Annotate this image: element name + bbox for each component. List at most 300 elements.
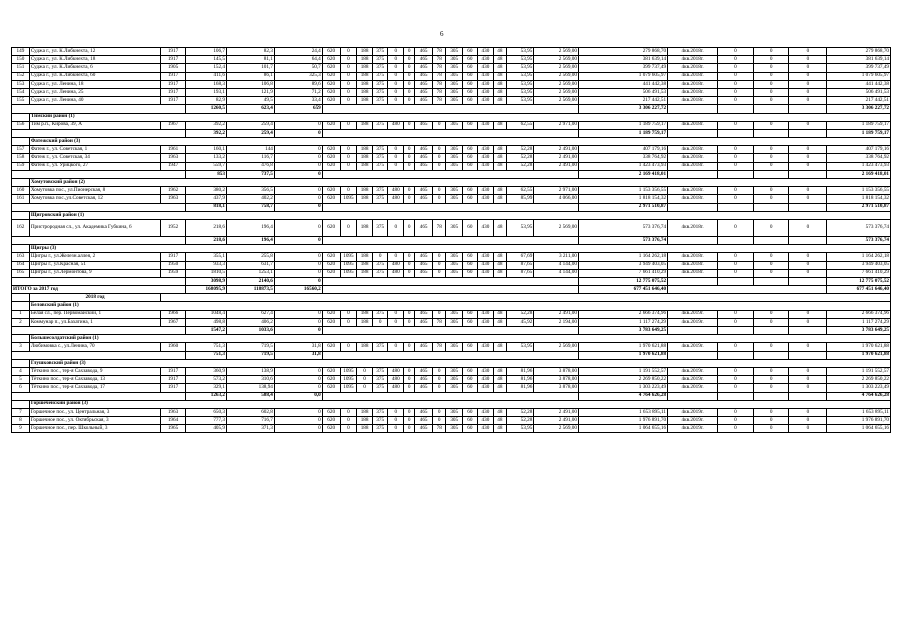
table-cell: 67,69 — [506, 253, 534, 261]
table-cell: 60 — [463, 195, 477, 203]
table-cell: 53,95 — [506, 425, 534, 433]
table-row — [12, 170, 891, 178]
table-cell: 0 — [388, 64, 404, 72]
table-cell: 4кв.2018г. — [668, 146, 718, 154]
table-cell: 620 — [322, 72, 340, 80]
total-cost-cell: 3 783 649,25 — [827, 327, 891, 335]
table-cell: 0 — [789, 417, 827, 425]
table-cell: 325,3 — [274, 72, 322, 80]
total-area-cell: 1547,2 — [185, 327, 226, 335]
table-cell: 2 269 850,22 — [578, 376, 667, 384]
table-cell: 465 — [415, 367, 433, 375]
table-cell: 4кв.2019г. — [668, 408, 718, 416]
table-cell: 0 — [340, 219, 357, 236]
table-cell: 106,7 — [185, 48, 226, 56]
total-cost-cell: 2 169 418,01 — [578, 170, 667, 178]
table-cell: 5 — [12, 376, 30, 384]
table-cell: 0 — [372, 253, 388, 261]
table-row — [12, 97, 891, 105]
table-cell: 217 442,51 — [578, 97, 667, 105]
table-cell: 0 — [340, 56, 357, 64]
table-cell — [753, 351, 789, 359]
table-cell: 48 — [494, 195, 506, 203]
table-cell: 465 — [415, 48, 433, 56]
table-cell: 480 — [388, 187, 404, 195]
table-cell: 375 — [372, 376, 388, 384]
table-cell — [322, 129, 578, 137]
address-cell: Горшечное пос., ул. Октябрьская, 3 — [29, 417, 160, 425]
table-cell — [789, 105, 827, 113]
table-cell: 371,3 — [226, 425, 274, 433]
total-nonliving-cell: 0 — [274, 236, 322, 244]
table-cell: 0 — [753, 64, 789, 72]
table-cell: 465 — [415, 219, 433, 236]
table-cell: 1961 — [161, 146, 186, 154]
address-cell: Тёткино пос., тер-я Сахзавода, 9 — [29, 367, 160, 375]
table-cell: 620 — [322, 64, 340, 72]
table-cell: 305 — [446, 88, 463, 96]
table-cell: 53,95 — [506, 97, 534, 105]
table-cell: 60 — [463, 269, 477, 277]
table-cell: 87,65 — [506, 261, 534, 269]
table-cell: 1 189 759,17 — [827, 121, 891, 129]
total-cost-cell: 12 775 075,52 — [578, 277, 667, 285]
table-cell: 159 — [12, 162, 30, 170]
table-cell: 1 818 154,32 — [827, 195, 891, 203]
table-cell: 48 — [494, 64, 506, 72]
table-cell: 305 — [446, 425, 463, 433]
table-cell: 0 — [718, 261, 754, 269]
table-cell: 60 — [463, 343, 477, 351]
table-cell: 0 — [274, 425, 322, 433]
table-cell: 188 — [357, 253, 373, 261]
table-cell: 0 — [340, 162, 357, 170]
table-cell: 0 — [404, 64, 415, 72]
table-cell: 430 — [477, 48, 494, 56]
table-row — [12, 113, 891, 121]
table-cell: 0 — [404, 408, 415, 416]
table-cell: 392,2 — [185, 121, 226, 129]
table-row — [12, 219, 891, 236]
table-cell: 86,1 — [226, 72, 274, 80]
table-cell: 121,9 — [226, 88, 274, 96]
table-cell: 1964 — [161, 417, 186, 425]
table-cell: 0 — [433, 261, 446, 269]
table-cell: 465 — [415, 146, 433, 154]
total-nonliving-cell: 0 — [274, 129, 322, 137]
table-row — [12, 129, 891, 137]
table-cell: 0 — [753, 376, 789, 384]
table-cell: 0 — [753, 187, 789, 195]
table-row — [12, 367, 891, 375]
table-cell: 407 179,16 — [827, 146, 891, 154]
table-cell: 53,95 — [506, 88, 534, 96]
table-cell: 78 — [433, 80, 446, 88]
table-cell: 0 — [340, 154, 357, 162]
table-cell: 620 — [322, 219, 340, 236]
table-cell: 465 — [415, 154, 433, 162]
table-cell: 1966 — [161, 310, 186, 318]
table-cell: 0 — [718, 318, 754, 326]
table-cell: 4кв.2018г. — [668, 187, 718, 195]
table-cell: 602,8 — [226, 408, 274, 416]
table-cell: 0 — [404, 425, 415, 433]
table-cell: 0 — [340, 48, 357, 56]
table-cell — [322, 170, 578, 178]
table-cell: 0 — [388, 72, 404, 80]
address-cell: Любимовка с., ул.Ленина, 70 — [29, 343, 160, 351]
table-cell: 82,3 — [226, 48, 274, 56]
table-cell: 0 — [789, 162, 827, 170]
table-cell: 430 — [477, 384, 494, 392]
table-cell: 465 — [415, 195, 433, 203]
table-cell: 1917 — [161, 56, 186, 64]
table-cell: 0 — [433, 269, 446, 277]
table-cell: 101,7 — [226, 64, 274, 72]
total-cost-cell: 2 971 510,87 — [578, 203, 667, 211]
table-cell: 620 — [322, 408, 340, 416]
table-cell: 4кв.2018г. — [668, 88, 718, 96]
table-cell — [12, 203, 186, 211]
table-cell: 305 — [446, 408, 463, 416]
table-cell: 0 — [789, 269, 827, 277]
table-cell: 305 — [446, 195, 463, 203]
table-cell — [12, 302, 30, 310]
table-cell: 1917 — [161, 88, 186, 96]
table-cell: 1967 — [161, 318, 186, 326]
total-cost-cell: 573 376,74 — [578, 236, 667, 244]
table-cell: 106,8 — [226, 80, 274, 88]
table-cell — [718, 277, 754, 285]
table-cell: 4кв.2018г. — [668, 72, 718, 80]
table-cell: 430 — [477, 195, 494, 203]
table-row — [12, 48, 891, 56]
address-cell: Горшечное пос., пер. Школьный, 3 — [29, 425, 160, 433]
table-cell: 0 — [718, 269, 754, 277]
table-cell: 430 — [477, 417, 494, 425]
table-cell: 4кв.2018г. — [668, 154, 718, 162]
table-cell: 402,2 — [226, 195, 274, 203]
table-cell — [753, 170, 789, 178]
table-cell: 375 — [372, 154, 388, 162]
table-cell: 1 189 759,17 — [578, 121, 667, 129]
table-cell: 60 — [463, 154, 477, 162]
table-cell: 4кв.2018г. — [668, 162, 718, 170]
table-cell: 4кв.2018г. — [668, 48, 718, 56]
total-cost-cell: 1 189 759,17 — [578, 129, 667, 137]
table-cell: 0 — [789, 56, 827, 64]
table-cell: 3 949 403,05 — [578, 261, 667, 269]
total-nonliving-cell: 0 — [274, 203, 322, 211]
table-cell: 33,4 — [274, 97, 322, 105]
table-cell: 0 — [357, 367, 373, 375]
table-cell — [12, 359, 30, 367]
table-cell: 465 — [415, 56, 433, 64]
table-cell: 60 — [463, 253, 477, 261]
table-cell: 60 — [463, 97, 477, 105]
table-cell: 465 — [415, 64, 433, 72]
table-cell — [322, 351, 578, 359]
table-cell: 430 — [477, 408, 494, 416]
table-cell — [12, 211, 30, 219]
table-cell: 1 976 891,70 — [827, 417, 891, 425]
table-cell — [12, 245, 30, 253]
table-cell: 1917 — [161, 72, 186, 80]
table-cell: 144 — [226, 146, 274, 154]
table-cell: 0 — [718, 253, 754, 261]
table-cell: 0 — [388, 343, 404, 351]
table-cell: 405,9 — [185, 425, 226, 433]
table-cell: 53,95 — [506, 343, 534, 351]
table-cell: 0 — [388, 219, 404, 236]
table-cell: 1 303 223,49 — [827, 384, 891, 392]
table-cell: 0 — [404, 154, 415, 162]
table-cell: 620 — [322, 253, 340, 261]
table-cell: 620 — [322, 48, 340, 56]
table-cell: 0 — [404, 219, 415, 236]
table-cell: 0 — [404, 146, 415, 154]
table-cell — [161, 294, 891, 302]
table-cell: 305 — [446, 121, 463, 129]
table-cell: 0 — [274, 154, 322, 162]
table-cell: 430 — [477, 425, 494, 433]
address-cell: Горшечное пос., ул. Центральная, 3 — [29, 408, 160, 416]
table-cell: 620 — [322, 187, 340, 195]
table-cell: 465 — [415, 121, 433, 129]
table-cell: 4кв.2018г. — [668, 64, 718, 72]
table-cell: 48 — [494, 121, 506, 129]
table-cell: 217 442,51 — [827, 97, 891, 105]
table-cell: 1 079 605,97 — [578, 72, 667, 80]
table-cell: 620 — [322, 318, 340, 326]
table-cell: 0 — [340, 97, 357, 105]
table-cell: 78 — [433, 425, 446, 433]
table-cell: 0 — [718, 408, 754, 416]
table-cell: 375 — [372, 425, 388, 433]
address-cell: Суджа г., ул. Ленина, 25 — [29, 88, 160, 96]
table-cell — [12, 335, 30, 343]
table-cell: 81,96 — [506, 367, 534, 375]
table-cell: 0 — [753, 417, 789, 425]
table-cell: 0 — [718, 384, 754, 392]
table-cell — [322, 392, 578, 400]
table-cell — [12, 170, 186, 178]
table-cell: 0 — [404, 310, 415, 318]
total-cost-cell: 3 306 227,72 — [827, 105, 891, 113]
table-row — [12, 261, 891, 269]
table-cell — [322, 327, 578, 335]
table-cell: 1 970 621,88 — [827, 343, 891, 351]
table-cell: 620 — [322, 162, 340, 170]
table-cell: 375 — [372, 187, 388, 195]
total-area-cell: 3098,9 — [185, 277, 226, 285]
table-cell: 78 — [433, 48, 446, 56]
table-row — [12, 105, 891, 113]
table-cell: 2 971,00 — [534, 187, 579, 195]
table-cell: 430 — [477, 261, 494, 269]
table-cell: 0 — [433, 376, 446, 384]
table-cell: 0 — [789, 261, 827, 269]
table-cell: 188 — [357, 408, 373, 416]
table-cell: 48 — [494, 376, 506, 384]
table-cell: 188 — [357, 146, 373, 154]
total-living-cell: 623,4 — [226, 105, 274, 113]
table-cell: 188 — [357, 195, 373, 203]
table-cell: 1 653 895,11 — [827, 408, 891, 416]
table-cell: 0 — [789, 88, 827, 96]
total-living-cell: 2140,6 — [226, 277, 274, 285]
table-cell: 0 — [274, 253, 322, 261]
table-cell — [322, 286, 578, 294]
table-cell: 8 — [12, 417, 30, 425]
table-cell: 1 976 891,70 — [578, 417, 667, 425]
table-cell: 60 — [463, 318, 477, 326]
table-row — [12, 138, 891, 146]
table-row — [12, 318, 891, 326]
table-cell: 465 — [415, 187, 433, 195]
table-cell: 1967 — [161, 121, 186, 129]
table-cell — [12, 129, 186, 137]
table-cell — [668, 286, 827, 294]
table-cell: 48 — [494, 384, 506, 392]
table-cell: 1963 — [161, 408, 186, 416]
table-cell: 2 491,00 — [534, 417, 579, 425]
table-row — [12, 359, 891, 367]
table-cell: 78 — [433, 64, 446, 72]
section-header: Глушковский район (3) — [29, 359, 890, 367]
table-cell: 0 — [753, 269, 789, 277]
table-cell: 24,4 — [274, 48, 322, 56]
table-cell: 0 — [718, 367, 754, 375]
table-row — [12, 277, 891, 285]
table-cell: 0 — [274, 367, 322, 375]
table-cell: 381 639,14 — [578, 56, 667, 64]
table-cell: 1 191 552,57 — [827, 367, 891, 375]
table-cell: 305 — [446, 48, 463, 56]
table-cell: 0 — [404, 187, 415, 195]
table-cell: 4 066,00 — [534, 195, 579, 203]
total-area-cell: 751,3 — [185, 351, 226, 359]
table-cell: 60 — [463, 408, 477, 416]
table-cell: 0 — [753, 343, 789, 351]
total-cost-cell: 677 451 646,40 — [578, 286, 667, 294]
table-cell: 0 — [789, 154, 827, 162]
table-cell: 375 — [372, 261, 388, 269]
table-cell: 465 — [415, 162, 433, 170]
table-cell: 620 — [322, 146, 340, 154]
table-cell — [718, 129, 754, 137]
table-cell: 53,95 — [506, 80, 534, 88]
table-cell: 329,1 — [185, 384, 226, 392]
table-cell: 305 — [446, 310, 463, 318]
table-cell: 188 — [357, 417, 373, 425]
table-cell: 196,4 — [226, 219, 274, 236]
total-cost-cell: 677 451 646,40 — [827, 286, 891, 294]
table-cell: 0 — [789, 146, 827, 154]
table-cell: 0 — [388, 318, 404, 326]
table-cell: 375 — [372, 146, 388, 154]
table-cell: 375 — [372, 343, 388, 351]
table-cell: 1917 — [161, 97, 186, 105]
table-cell: 1 970 621,88 — [578, 343, 667, 351]
table-cell: 0 — [718, 154, 754, 162]
table-cell: 0 — [274, 195, 322, 203]
table-cell: 60 — [463, 219, 477, 236]
table-cell: 430 — [477, 343, 494, 351]
table-cell — [789, 236, 827, 244]
table-cell: 188 — [357, 318, 373, 326]
table-cell: 60 — [463, 121, 477, 129]
table-cell: 0 — [753, 253, 789, 261]
table-row — [12, 236, 891, 244]
table-cell: 1 153 356,55 — [578, 187, 667, 195]
table-cell: 62,55 — [506, 121, 534, 129]
table-cell: 78 — [433, 56, 446, 64]
table-cell — [718, 351, 754, 359]
table-cell: 2 569,00 — [534, 72, 579, 80]
table-cell — [753, 129, 789, 137]
table-cell: 375 — [372, 269, 388, 277]
table-cell: 465 — [415, 269, 433, 277]
table-cell: 1 064 655,16 — [578, 425, 667, 433]
table-cell: 188 — [357, 48, 373, 56]
table-cell: 305 — [446, 56, 463, 64]
table-cell: 1 117 274,29 — [827, 318, 891, 326]
table-cell: 0 — [789, 195, 827, 203]
table-cell: 1095 — [340, 384, 357, 392]
table-cell — [668, 392, 718, 400]
table-cell: 506 491,53 — [827, 88, 891, 96]
address-cell: Тёткино пос., тер-я Сахзавода, 17 — [29, 384, 160, 392]
address-cell: Щигры г., ул.Железн.аллея, 2 — [29, 253, 160, 261]
table-cell: 375 — [372, 384, 388, 392]
table-cell: 0 — [404, 56, 415, 64]
table-cell: 0 — [388, 80, 404, 88]
table-cell: 0 — [718, 80, 754, 88]
table-cell: 480 — [388, 367, 404, 375]
table-cell: 465 — [415, 88, 433, 96]
table-cell — [322, 277, 578, 285]
table-cell — [718, 170, 754, 178]
table-cell: 52,28 — [506, 417, 534, 425]
table-cell: 0 — [340, 187, 357, 195]
table-cell: 375 — [372, 408, 388, 416]
table-cell: 0 — [274, 310, 322, 318]
table-cell: 188 — [357, 162, 373, 170]
table-cell: 0 — [753, 384, 789, 392]
table-cell: 0 — [404, 48, 415, 56]
table-cell — [753, 236, 789, 244]
table-cell: 1917 — [161, 384, 186, 392]
table-cell: 0 — [274, 318, 322, 326]
table-cell: 305 — [446, 318, 463, 326]
table-cell: 573 376,74 — [578, 219, 667, 236]
table-cell: 430 — [477, 162, 494, 170]
table-row — [12, 203, 891, 211]
table-cell: 0 — [718, 425, 754, 433]
table-cell: 60 — [463, 417, 477, 425]
table-cell: 0 — [753, 408, 789, 416]
total-living-cell: 118873,5 — [226, 286, 274, 294]
table-cell: 78 — [433, 97, 446, 105]
table-cell: 3 878,00 — [534, 367, 579, 375]
table-cell — [789, 392, 827, 400]
table-cell: 0 — [388, 48, 404, 56]
table-cell: 375 — [372, 367, 388, 375]
table-cell: 0 — [388, 253, 404, 261]
table-cell: 465 — [415, 261, 433, 269]
table-cell: 305 — [446, 343, 463, 351]
